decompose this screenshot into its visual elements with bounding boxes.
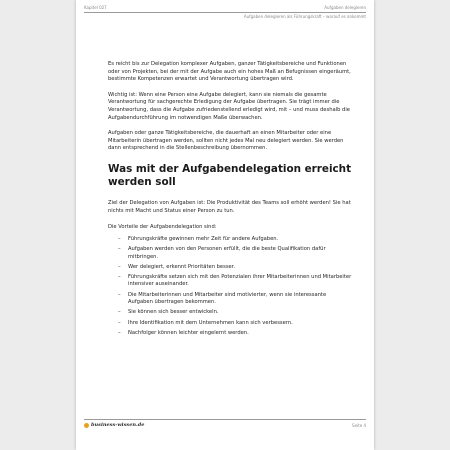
document-page [76,0,374,450]
list-item: – Ihre Identifikation mit dem Unternehmen kann sich verbessern. [118,320,352,328]
list-item: – Führungskräfte gewinnen mehr Zeit für andere Aufgaben. [118,236,352,244]
list-item: – Sie können sich besser entwickeln. [118,309,352,317]
list-item: – Die Mitarbeiterinnen und Mitarbeiter sind motivierter, wenn sie interessante Aufgaben übertragen bekommen. [118,292,352,307]
header-divider [84,12,366,13]
header-title: Aufgaben delegieren [324,5,366,10]
list-item: – Nachfolger können leichter eingelernt werden. [118,330,352,338]
paragraph-advantages-intro: Die Vorteile der Aufgabendelegation sind: [108,224,217,231]
footer-divider [84,419,366,420]
paragraph-goal: Ziel der Delegation von Aufgaben ist: Die Produktivität des Teams soll erhöht werden! Sie hat nichts mit Macht und Status einer Person zu tun. [108,199,351,214]
page-number: Seite 4 [352,422,366,428]
header-subtitle: Aufgaben delegieren als Führungskraft – worauf es ankommt [243,14,366,19]
page-content [108,61,352,340]
paragraph-permanent-tasks: Aufgaben oder ganze Tätigkeitsbereiche, die dauerhaft an einen Mitarbeiter oder eine Mitarbeiterin übertragen werden, sollten nicht jedes Mal neu delegiert werden. Sie werden dann entsprechend in die Stellenbeschreibung übernommen. [108,130,344,152]
list-item: – Wer delegiert, erkennt Prioritäten besser. [118,264,352,272]
brand-logo [84,422,144,428]
advantages-list [118,236,352,338]
paragraph-responsibility: Wichtig ist: Wenn eine Person eine Aufgabe delegiert, kann sie niemals die gesamte Verantwortung für sachgerechte Erledigung der Aufgabe übertragen. Sie trägt immer die Verantwortung, dass die Aufgabe zufriedenstellend erledigt wird, mit – und muss deshalb die Aufgabendurchführung im notwendigen Maße überwachen. [108,91,350,121]
logo-dot-icon [84,423,89,428]
page-footer [84,419,366,428]
section-heading: Was mit der Aufgabendelegation erreicht werden soll [108,162,352,188]
header-chapter: Kapitel 027 [84,5,107,10]
list-item: – Führungskräfte setzen sich mit den Potenzialen ihrer Mitarbeiterinnen und Mitarbeiter intensiver auseinander. [118,274,352,289]
page-header [84,5,366,19]
logo-text: business-wissen.de [91,422,145,428]
list-item: – Aufgaben werden von den Personen erfüllt, die die beste Qualifikation dafür mitbringen. [118,246,352,261]
paragraph-delegation-scope: Es reicht bis zur Delegation komplexer Aufgaben, ganzer Tätigkeitsbereiche und Funktionen oder von Projekten, bei der mit der Aufgabe auch ein hohes Maß an Befugnissen eingeräumt, bestimmte Kompetenzen erwartet und Verantwortung übertragen wird. [108,61,351,83]
